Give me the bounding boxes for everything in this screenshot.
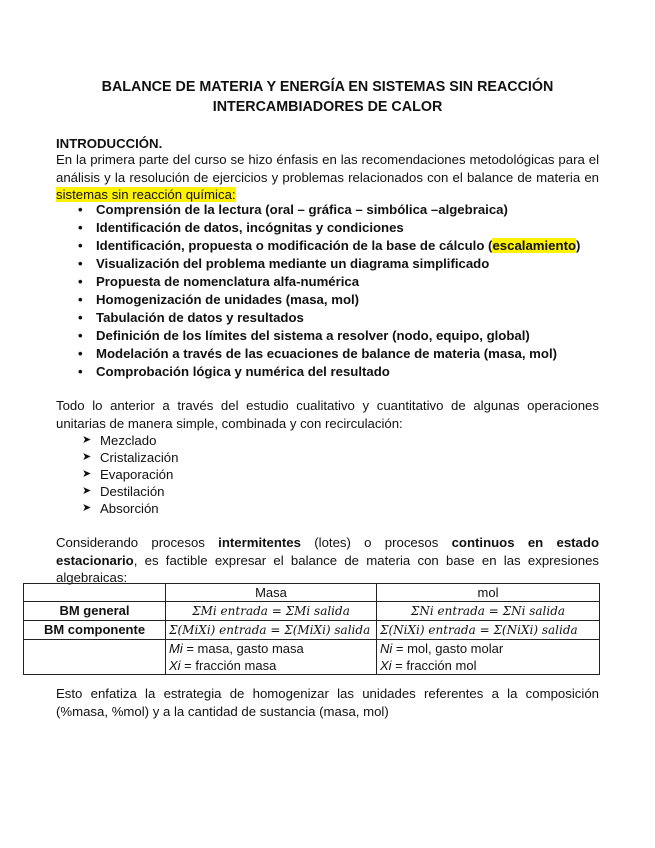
list-item-text: Absorción (100, 501, 159, 516)
bullet-icon: • (78, 292, 83, 307)
variable-symbol: Mi (169, 641, 183, 656)
bullet-icon: • (78, 364, 83, 379)
list-item (56, 432, 178, 449)
process-text-3: , es factible expresar el balance de materia con base en las expresiones algebraicas: (56, 552, 599, 585)
definition-text: = masa, gasto masa (182, 641, 304, 656)
table-header-cell (24, 584, 166, 602)
variable-symbol: Ni (380, 641, 393, 656)
list-item (56, 483, 178, 500)
variable-symbol: Xi (169, 658, 181, 673)
bullet-icon: • (78, 220, 83, 235)
operations-paragraph: Todo lo anterior a través del estudio cualitativo y cuantitativo de algunas operaciones unitarias de manera simple, combinada y con recirculación: (56, 398, 599, 431)
table-cell (377, 640, 600, 675)
definition-line (380, 640, 596, 657)
arrow-bullet-icon: ➤ (82, 434, 92, 446)
equation: Σ(NiXi) entrada = Σ(NiXi) salida (380, 623, 578, 637)
process-bold-1: intermitentes (218, 535, 301, 550)
list-item (56, 255, 580, 273)
definition-text: = mol, gasto molar (392, 641, 504, 656)
definition-line (169, 657, 373, 674)
table-row-label: BM componente (24, 621, 166, 640)
table-cell (166, 602, 377, 621)
process-paragraph (56, 534, 599, 587)
list-item-text: Evaporación (100, 467, 174, 482)
table-row-label (24, 640, 166, 675)
list-item-text: Comprensión de la lectura (oral – gráfica – simbólica –algebraica) (96, 202, 508, 217)
operations-list (56, 432, 178, 517)
list-item-text: Comprobación lógica y numérica del resultado (96, 364, 390, 379)
bullet-icon: • (78, 238, 83, 253)
methodology-list (56, 201, 580, 381)
process-bold-2: continuos en estado estacionario (56, 535, 600, 568)
list-item-highlight: escalamiento (492, 238, 577, 253)
variable-symbol: Xi (380, 658, 392, 673)
equation: Σ(MiXi) entrada = Σ(MiXi) salida (169, 623, 371, 637)
list-item (56, 291, 580, 309)
list-item-text: Visualización del problema mediante un diagrama simplificado (96, 256, 490, 271)
process-text-2: (lotes) o procesos (300, 535, 452, 550)
closing-paragraph: Esto enfatiza la estrategia de homogenizar las unidades referentes a la composición (%masa, %mol) y a la cantidad de sustancia (masa, mol) (56, 686, 599, 719)
list-item-text: Propuesta de nomenclatura alfa-numérica (96, 274, 360, 289)
definition-line (380, 657, 596, 674)
list-item-text: Destilación (100, 484, 165, 499)
list-item (56, 201, 580, 219)
bullet-icon: • (78, 328, 83, 343)
table-cell (377, 602, 600, 621)
list-item-text: Cristalización (100, 450, 179, 465)
definition-text: = fracción mol (391, 658, 477, 673)
list-item (56, 237, 580, 255)
list-item (56, 327, 580, 345)
arrow-bullet-icon: ➤ (82, 451, 92, 463)
arrow-bullet-icon: ➤ (82, 485, 92, 497)
arrow-bullet-icon: ➤ (82, 502, 92, 514)
table-header-row (24, 584, 600, 602)
list-item (56, 273, 580, 291)
table-row-label: BM general (24, 602, 166, 621)
bullet-icon: • (78, 346, 83, 361)
table-cell (166, 640, 377, 675)
table-header-cell: Masa (166, 584, 377, 602)
equation: ΣMi entrada = ΣMi salida (192, 604, 350, 618)
title-line-1: BALANCE DE MATERIA Y ENERGÍA EN SISTEMAS SIN REACCIÓN (101, 79, 554, 95)
table-row (24, 621, 600, 640)
intro-paragraph-highlight: sistemas sin reacción química: (56, 187, 236, 202)
intro-paragraph-text: En la primera parte del curso se hizo énfasis en las recomendaciones metodológicas para el análisis y la resolución de ejercicios y problemas relacionados con el balance de materia en (56, 152, 599, 185)
bullet-icon: • (78, 202, 83, 217)
list-item (56, 219, 580, 237)
definition-text: = fracción masa (180, 658, 277, 673)
process-text-1: Considerando procesos (56, 535, 219, 550)
list-item (56, 449, 178, 466)
list-item-text: Mezclado (100, 433, 157, 448)
table-cell (166, 621, 377, 640)
list-item-text: Definición de los límites del sistema a resolver (nodo, equipo, global) (96, 328, 530, 343)
arrow-bullet-icon: ➤ (82, 468, 92, 480)
intro-paragraph (56, 151, 599, 204)
list-item (56, 345, 580, 363)
list-item-text: Tabulación de datos y resultados (96, 310, 304, 325)
bullet-icon: • (78, 274, 83, 289)
title-line-2: INTERCAMBIADORES DE CALOR (212, 99, 443, 115)
list-item (56, 500, 178, 517)
list-item (56, 363, 580, 381)
bullet-icon: • (78, 256, 83, 271)
equation: ΣNi entrada = ΣNi salida (410, 604, 566, 618)
list-item (56, 309, 580, 327)
intro-heading: INTRODUCCIÓN. (56, 136, 163, 151)
table-cell (377, 621, 600, 640)
bullet-icon: • (78, 310, 83, 325)
document-title (56, 77, 599, 117)
table-row (24, 602, 600, 621)
list-item (56, 466, 178, 483)
list-item-text: Identificación, propuesta o modificación de la base de cálculo ( (96, 238, 493, 253)
definition-line (169, 640, 373, 657)
balance-table (23, 583, 600, 675)
table-header-cell: mol (377, 584, 600, 602)
list-item-text: Modelación a través de las ecuaciones de balance de materia (masa, mol) (96, 346, 558, 361)
table-row (24, 640, 600, 675)
list-item-text: Homogenización de unidades (masa, mol) (96, 292, 360, 307)
list-item-text: Identificación de datos, incógnitas y condiciones (96, 220, 404, 235)
list-item-text-after: ) (576, 238, 581, 253)
